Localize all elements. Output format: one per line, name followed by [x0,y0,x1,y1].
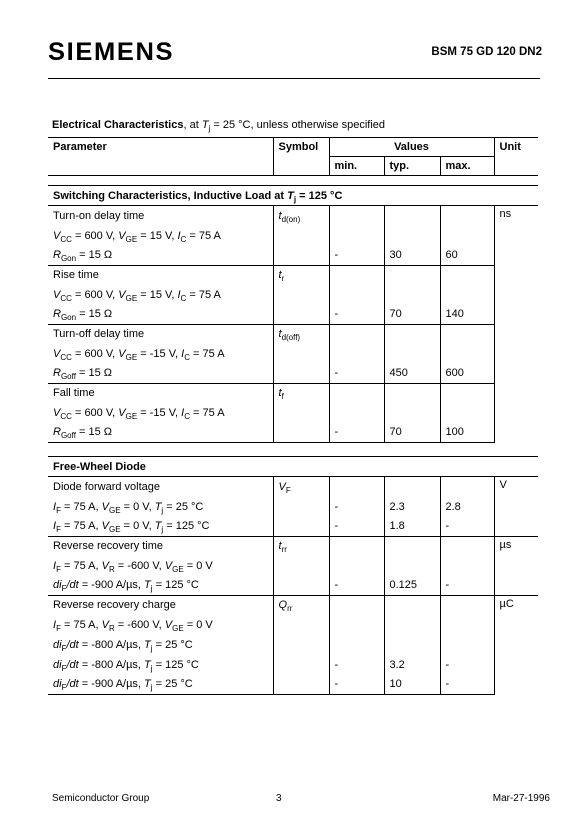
symbol: $t_{d(on)}$ [273,206,329,226]
column-header-max: max. [440,157,494,176]
column-header-symbol: Symbol [273,138,329,157]
table-row [48,596,538,615]
switching-section-title: Switching Characteristics, Inductive Load at $T_j = 125$ °C [48,186,538,206]
condition: $R_{Gon} = 15$ Ω [53,308,113,323]
param-label: Reverse recovery time [48,537,273,556]
value-min: - [329,305,384,325]
value-typ: 3.2 [384,655,440,675]
characteristics-table [48,137,538,695]
column-header-unit: Unit [494,138,538,157]
column-header-parameter: Parameter [48,138,273,157]
unit: V [494,477,538,537]
value-min: - [329,423,384,443]
param-label: Reverse recovery charge [48,596,273,615]
param-label: Turn-on delay time [53,209,145,222]
symbol: $t_f$ [273,384,329,403]
condition: $V_{CC} = 600$ V, $V_{GE} = 15$ V, $I_C = 75$ A [53,229,221,244]
unit: ns [494,206,538,443]
header-rule [48,78,540,79]
value-min: - [329,497,384,517]
value-typ: 70 [384,305,440,325]
symbol: $t_r$ [273,266,329,285]
table-row [48,206,538,226]
param-label: Turn-off delay time [48,325,273,344]
unit: µC [494,596,538,695]
condition: $I_F = 75$ A, $V_{GE} = 0$ V, $T_j = 125$ °C [53,520,210,535]
symbol: $t_{rr}$ [273,537,329,556]
table-row [48,266,538,285]
condition: $di_F/dt = -900$ A/µs, $T_j = 125$ °C [53,579,199,594]
value-min: - [329,364,384,384]
footer-left: Semiconductor Group [52,793,150,804]
footer-date: Mar-27-1996 [492,793,550,804]
value-max: - [440,655,494,675]
section-title: Electrical Characteristics, at $T_j = 25$ °C, unless otherwise specified [52,119,386,133]
symbol: $t_{d(off)}$ [273,325,329,344]
condition: $V_{CC} = 600$ V, $V_{GE} = -15$ V, $I_C = 75$ A [53,347,225,362]
condition: $V_{CC} = 600$ V, $V_{GE} = -15$ V, $I_C = 75$ A [53,406,225,421]
value-max: 60 [440,246,494,266]
condition: $di_F/dt = -900$ A/µs, $T_j = 25$ °C [48,675,273,695]
value-typ: 1.8 [384,517,440,537]
value-typ: 450 [384,364,440,384]
value-min: - [329,675,384,695]
column-header-typ: typ. [384,157,440,176]
value-min: - [329,517,384,537]
table-row [48,477,538,497]
page-number: 3 [276,793,282,804]
value-max: - [440,517,494,537]
condition: $di_F/dt = -800$ A/µs, $T_j = 25$ °C [53,638,193,653]
value-typ: 30 [384,246,440,266]
value-typ: 0.125 [384,576,440,596]
value-max: 600 [440,364,494,384]
condition: $I_F = 75$ A, $V_{GE} = 0$ V, $T_j = 25$ °C [53,500,204,515]
value-min: - [329,576,384,596]
condition: $I_F = 75$ A, $V_R = -600$ V, $V_{GE} = 0$ V [53,618,213,633]
condition: $R_{Goff} = 15$ Ω [53,367,112,382]
value-max: 140 [440,305,494,325]
condition: $I_F = 75$ A, $V_R = -600$ V, $V_{GE} = 0$ V [53,559,213,574]
value-typ: 2.3 [384,497,440,517]
value-max: 2.8 [440,497,494,517]
value-max: 100 [440,423,494,443]
value-typ: 10 [384,675,440,695]
condition: $V_{CC} = 600$ V, $V_{GE} = 15$ V, $I_C = 75$ A [53,288,221,303]
table-row [48,537,538,556]
symbol: $V_F$ [273,477,329,497]
siemens-logo: SIEMENS [48,38,175,66]
table-row [48,384,538,403]
param-label: Rise time [48,266,273,285]
symbol: $Q_{rr}$ [273,596,329,615]
value-max: - [440,675,494,695]
param-label: Fall time [48,384,273,403]
column-header-values: Values [329,138,494,157]
document-id: BSM 75 GD 120 DN2 [431,46,542,58]
column-header-min: min. [329,157,384,176]
diode-section-title: Free-Wheel Diode [48,457,538,477]
unit: µs [494,537,538,596]
param-label: Diode forward voltage [53,480,161,493]
value-max: - [440,576,494,596]
value-min: - [329,246,384,266]
table-row [48,325,538,344]
value-typ: 70 [384,423,440,443]
value-min: - [329,655,384,675]
condition: $R_{Gon} = 15$ Ω [53,249,113,264]
condition: $R_{Goff} = 15$ Ω [48,423,273,443]
condition: $di_F/dt = -800$ A/µs, $T_j = 125$ °C [53,658,199,673]
